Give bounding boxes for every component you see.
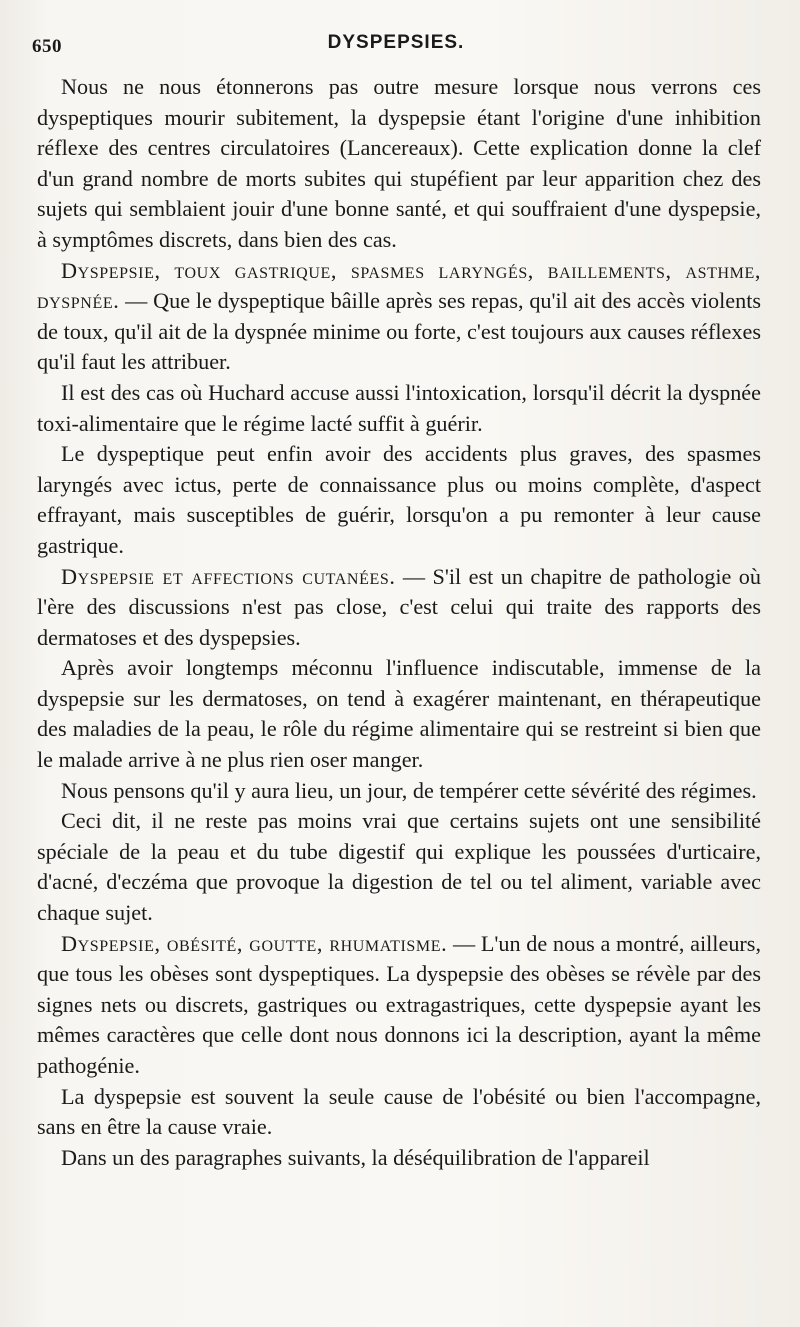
section-heading: Dyspepsie, toux gastrique, spasmes laryngés, baillements, asthme, dyspnée. bbox=[37, 257, 761, 314]
page-number: 650 bbox=[32, 36, 62, 57]
paragraph-text: — S'il est un chapitre de pathologie où l'ère des discussions n'est pas close, c'est celui qui traite des rapports des dermatoses et des dyspepsies. bbox=[37, 563, 761, 650]
paragraph-obesity-cause bbox=[37, 1082, 761, 1143]
paragraph-huchard bbox=[37, 378, 761, 439]
page-header bbox=[32, 28, 760, 58]
paragraph-regimes bbox=[37, 776, 761, 807]
paragraph-text: Nous ne nous étonnerons pas outre mesure lorsque nous verrons ces dyspeptiques mourir subitement, la dyspepsie étant l'origine d'une inhibition réflexe des centres circulatoires (Lancereaux). Cette explication donne la clef d'un grand nombre de morts subites qui stupéfient par leur apparition chez des sujets qui semblaient jouir d'une bonne santé, et qui souffraient d'une dyspepsie, à symptômes discrets, dans bien des cas. bbox=[37, 74, 761, 252]
paragraph-sudden-death bbox=[37, 72, 761, 256]
section-heading: Dyspepsie, obésité, goutte, rhumatisme. bbox=[61, 930, 448, 956]
paragraph-skin-affections bbox=[37, 562, 761, 654]
paragraph-cough-spasms bbox=[37, 256, 761, 378]
paragraph-dermatoses bbox=[37, 653, 761, 775]
paragraph-text: Dans un des paragraphes suivants, la déséquilibration de l'appareil bbox=[61, 1144, 650, 1170]
paragraph-text: Ceci dit, il ne reste pas moins vrai que certains sujets ont une sensibilité spéciale de la peau et du tube digestif qui explique les poussées d'urticaire, d'acné, d'eczéma que provoque la digestion de tel ou tel aliment, variable avec chaque sujet. bbox=[37, 808, 761, 926]
paragraph-text: Nous pensons qu'il y aura lieu, un jour, de tempérer cette sévérité des régimes. bbox=[61, 777, 757, 803]
paragraph-obesity bbox=[37, 929, 761, 1082]
paragraph-text: — L'un de nous a montré, ailleurs, que tous les obèses sont dyspeptiques. La dyspepsie des obèses se révèle par des signes nets ou discrets, gastriques ou extragastriques, cette dyspepsie ayant les mêmes caractères que celle dont nous donnons ici la description, ayant la même pathogénie. bbox=[37, 930, 761, 1078]
paragraph-laryngeal-spasms bbox=[37, 439, 761, 561]
paragraph-text: La dyspepsie est souvent la seule cause de l'obésité ou bien l'accompagne, sans en être la cause vraie. bbox=[37, 1083, 761, 1140]
paragraph-text: Après avoir longtemps méconnu l'influence indiscutable, immense de la dyspepsie sur les dermatoses, on tend à exagérer maintenant, en thérapeutique des maladies de la peau, le rôle du régime alimentaire qui se restreint si bien que le malade arrive à ne plus rien oser manger. bbox=[37, 655, 761, 773]
paragraph-text: Le dyspeptique peut enfin avoir des accidents plus graves, des spasmes laryngés avec ictus, perte de connaissance plus ou moins complète, d'aspect effrayant, mais susceptibles de guérir, lorsqu'on a pu remonter à leur cause gastrique. bbox=[37, 441, 761, 558]
body-text bbox=[37, 72, 761, 1173]
paragraph-sensibility bbox=[37, 806, 761, 928]
running-title: DYSPEPSIES. bbox=[327, 32, 465, 53]
paragraph-continuation bbox=[37, 1143, 761, 1174]
section-heading: Dyspepsie et affections cutanées. bbox=[61, 563, 396, 589]
paragraph-text: Il est des cas où Huchard accuse aussi l'intoxication, lorsqu'il décrit la dyspnée toxi-alimentaire que le régime lacté suffit à guérir. bbox=[37, 379, 761, 436]
paragraph-text: — Que le dyspeptique bâille après ses repas, qu'il ait des accès violents de toux, qu'il ait de la dyspnée minime ou forte, c'est toujours aux causes réflexes qu'il faut les attribuer. bbox=[37, 288, 761, 375]
